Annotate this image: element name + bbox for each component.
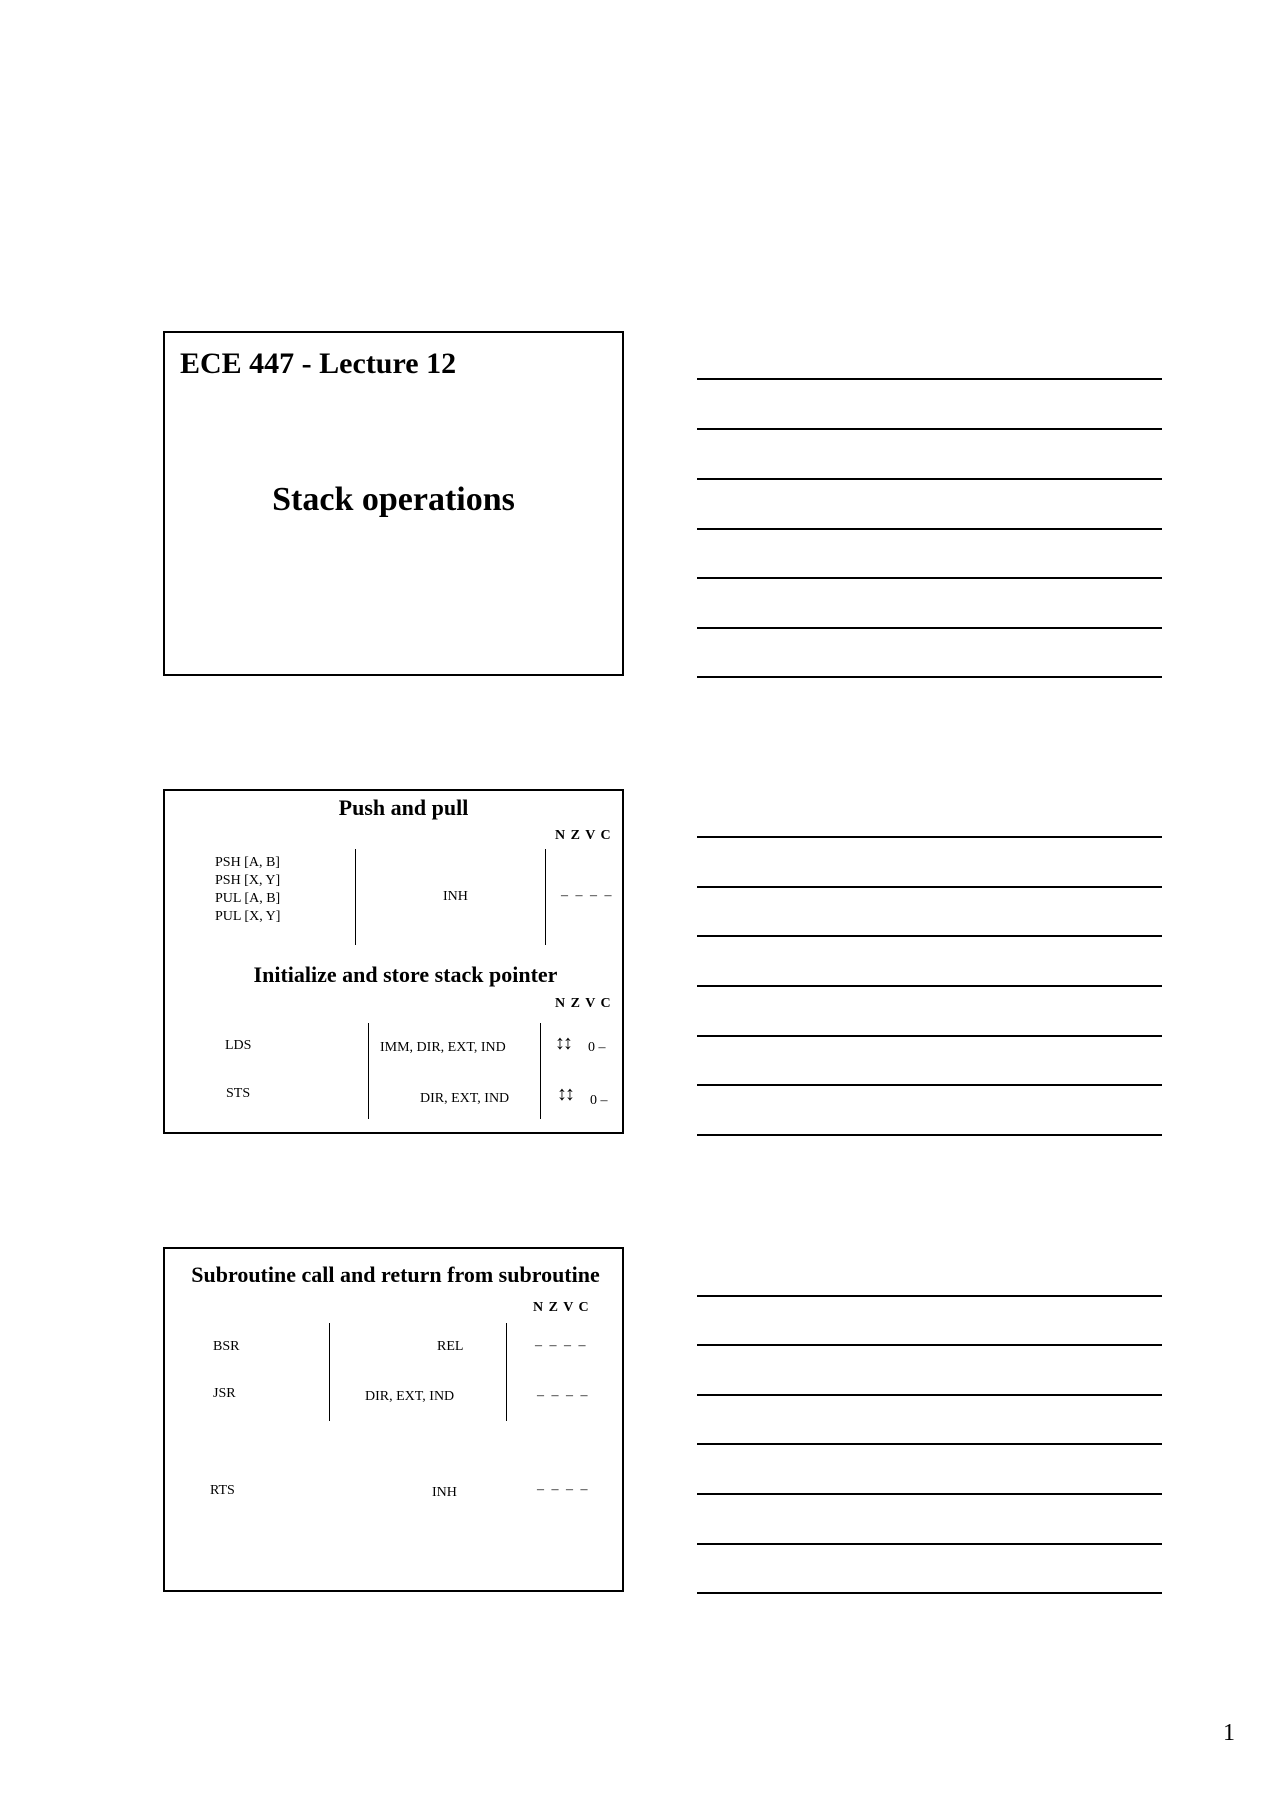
note-line xyxy=(697,985,1162,987)
push-pull-mode: INH xyxy=(443,889,468,904)
note-line xyxy=(697,1344,1162,1346)
subroutine-title: Subroutine call and return from subroutine xyxy=(191,1262,600,1287)
note-line xyxy=(697,836,1162,838)
flags-header: N Z V C xyxy=(555,828,612,843)
bsr-flags: – – – – xyxy=(535,1338,588,1353)
note-line xyxy=(697,1035,1162,1037)
page-number: 1 xyxy=(1223,1720,1235,1746)
jsr-mode: DIR, EXT, IND xyxy=(365,1389,455,1404)
note-line xyxy=(697,935,1162,937)
note-line xyxy=(697,1592,1162,1594)
push-pull-flags: – – – – xyxy=(561,888,614,903)
jsr-flags: – – – – xyxy=(537,1388,590,1403)
lds-instr: LDS xyxy=(225,1038,252,1053)
lds-flags: 0 – xyxy=(588,1040,606,1055)
push-pull-instr-4: PUL [X, Y] xyxy=(215,909,281,924)
note-line xyxy=(697,478,1162,480)
note-line xyxy=(697,1493,1162,1495)
push-pull-instr-2: PSH [X, Y] xyxy=(215,873,281,888)
lecture-subtitle: Stack operations xyxy=(272,481,515,518)
column-divider xyxy=(368,1023,369,1119)
push-pull-instr-3: PUL [A, B] xyxy=(215,891,281,906)
sts-instr: STS xyxy=(226,1086,251,1101)
sts-modes: DIR, EXT, IND xyxy=(420,1091,510,1106)
note-line xyxy=(697,378,1162,380)
column-divider xyxy=(506,1323,507,1421)
note-line xyxy=(697,1295,1162,1297)
up-down-arrows-icon: ↕↕ xyxy=(557,1083,573,1105)
note-line xyxy=(697,1394,1162,1396)
slide-2 xyxy=(163,789,624,1134)
up-down-arrows-icon: ↕↕ xyxy=(555,1032,571,1054)
bsr-mode: REL xyxy=(437,1339,464,1354)
lds-modes: IMM, DIR, EXT, IND xyxy=(380,1040,506,1055)
push-pull-instr-1: PSH [A, B] xyxy=(215,855,280,870)
rts-mode: INH xyxy=(432,1485,457,1500)
lecture-title: ECE 447 - Lecture 12 xyxy=(180,347,457,380)
slide-1 xyxy=(163,331,624,676)
note-line xyxy=(697,1084,1162,1086)
column-divider xyxy=(355,849,356,945)
rts-instr: RTS xyxy=(210,1483,235,1498)
note-line xyxy=(697,528,1162,530)
bsr-instr: BSR xyxy=(213,1339,240,1354)
note-line xyxy=(697,1543,1162,1545)
note-line xyxy=(697,428,1162,430)
column-divider xyxy=(540,1023,541,1119)
note-line xyxy=(697,676,1162,678)
column-divider xyxy=(329,1323,330,1421)
slide-3 xyxy=(163,1247,624,1592)
note-line xyxy=(697,627,1162,629)
rts-flags: – – – – xyxy=(537,1482,590,1497)
flags-header: N Z V C xyxy=(533,1300,590,1315)
note-line xyxy=(697,1134,1162,1136)
column-divider xyxy=(545,849,546,945)
note-line xyxy=(697,577,1162,579)
stack-pointer-title: Initialize and store stack pointer xyxy=(253,962,558,987)
sts-flags: 0 – xyxy=(590,1093,608,1108)
note-line xyxy=(697,1443,1162,1445)
jsr-instr: JSR xyxy=(213,1386,236,1401)
flags-header-2: N Z V C xyxy=(555,996,612,1011)
note-line xyxy=(697,886,1162,888)
push-pull-title: Push and pull xyxy=(338,795,469,820)
